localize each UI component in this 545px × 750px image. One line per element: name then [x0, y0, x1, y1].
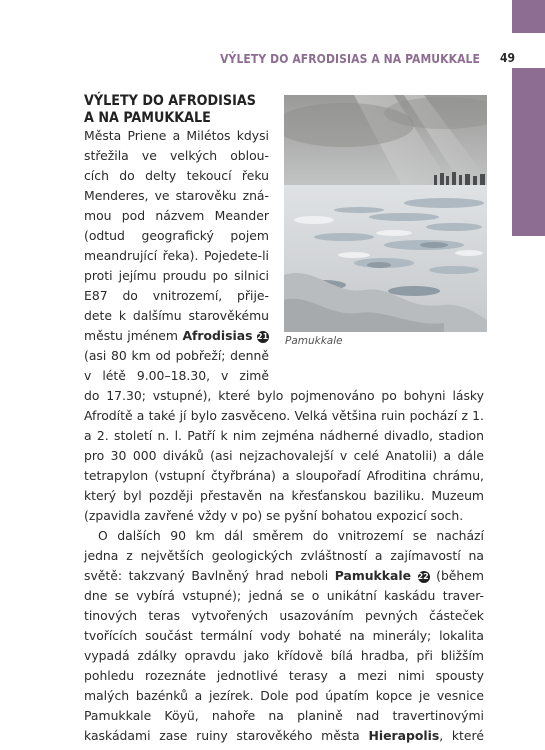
section-heading-line1: VÝLETY DO AFRODISIAS: [84, 93, 256, 109]
body-line: cích do delty tekoucí řeku: [84, 168, 269, 183]
body-line: v létě 9.00–18.30, v zimě: [84, 368, 269, 383]
body-line: Pamukkale Köyü, nahoře na planině nad travertinovými: [84, 708, 484, 723]
body-line: dete k dalšímu starověkému: [84, 308, 269, 323]
body-line: Afrodítě a také jí bylo zasvěceno. Velká většina ruin pochází z 1.: [84, 408, 484, 423]
place-name-hierapolis: Hierapolis: [368, 728, 440, 743]
body-line: meandrující řeka). Pojedete-li: [84, 248, 269, 263]
body-line: městu jménem Afrodisias 21: [84, 328, 269, 343]
body-line: pro 30 000 diváků (asi nejzachovalejší v celé Anatolii) a dále: [84, 448, 484, 463]
page-number: 49: [500, 51, 516, 65]
place-name-pamukkale: Pamukkale: [334, 568, 412, 583]
body-line: O dalších 90 km dál směrem do vnitrozemí se nachází: [98, 528, 484, 543]
body-line: pohledu rozeznáte jednotlivé terasy a mezi nimi spousty: [84, 668, 484, 683]
body-line: (zpavidla zavřené vždy v po) se pyšní bohatou expozicí soch.: [84, 508, 464, 523]
body-line: Města Priene a Milétos kdysi: [84, 128, 269, 143]
body-line: vypadá zdálky opravdu jako křídově bílá hradba, při bližším: [84, 648, 484, 663]
body-line: proti jejímu proudu po silnici: [84, 268, 269, 283]
chapter-tab-marker: [512, 68, 545, 236]
photo-caption: Pamukkale: [285, 335, 343, 347]
body-line: (odtud geografický pojem: [84, 228, 269, 243]
chapter-tab-top: [512, 0, 545, 33]
map-marker-22: 22: [417, 572, 429, 581]
body-line: tetrapylon (vstupní čtyřbrána) a sloupořadí Afroditina chrámu,: [84, 468, 484, 483]
body-line: mou pod názvem Meander: [84, 208, 269, 223]
running-head: VÝLETY DO AFRODISIAS A NA PAMUKKALE: [220, 52, 480, 66]
body-line: který byl později přestavěn na křesťanskou baziliku. Muzeum: [84, 488, 484, 503]
map-marker-21: 21: [257, 332, 269, 341]
body-line: (asi 80 km od pobřeží; denně: [84, 348, 269, 363]
body-line: tvořících součást termální vody bohaté na minerály; lokalita: [84, 628, 484, 643]
body-line: kaskádami zase ruiny starověkého města Hierapolis, které: [84, 728, 484, 743]
body-line: střežila ve velkých oblou-: [84, 148, 269, 163]
pamukkale-photo: [284, 95, 487, 332]
body-line: jedna z největších geologických zvláštností a zajímavostí na: [84, 548, 484, 563]
body-line: E87 do vnitrozemí, přije-: [84, 288, 269, 303]
body-line: a 2. století n. l. Patří k nim zejména nádherné divadlo, stadion: [84, 428, 484, 443]
body-line: Menderes, ve starověku zná-: [84, 188, 269, 203]
body-line: do 17.30; vstupné), které bylo pojmenováno po bohyni lásky: [84, 388, 484, 403]
body-line: dne se vybírá vstupné); jedná se o unikátní kaskádu traver-: [84, 588, 484, 603]
body-line: malých bazénků a jezírek. Dole pod úpatím kopce je vesnice: [84, 688, 484, 703]
section-heading-line2: A NA PAMUKKALE: [84, 110, 211, 126]
body-line: tinových teras vytvořených usazováním pevných částeček: [84, 608, 484, 623]
place-name-afrodisias: Afrodisias: [182, 328, 253, 343]
body-line: světě: takzvaný Bavlněný hrad neboli Pamukkale 22 (během: [84, 568, 484, 583]
